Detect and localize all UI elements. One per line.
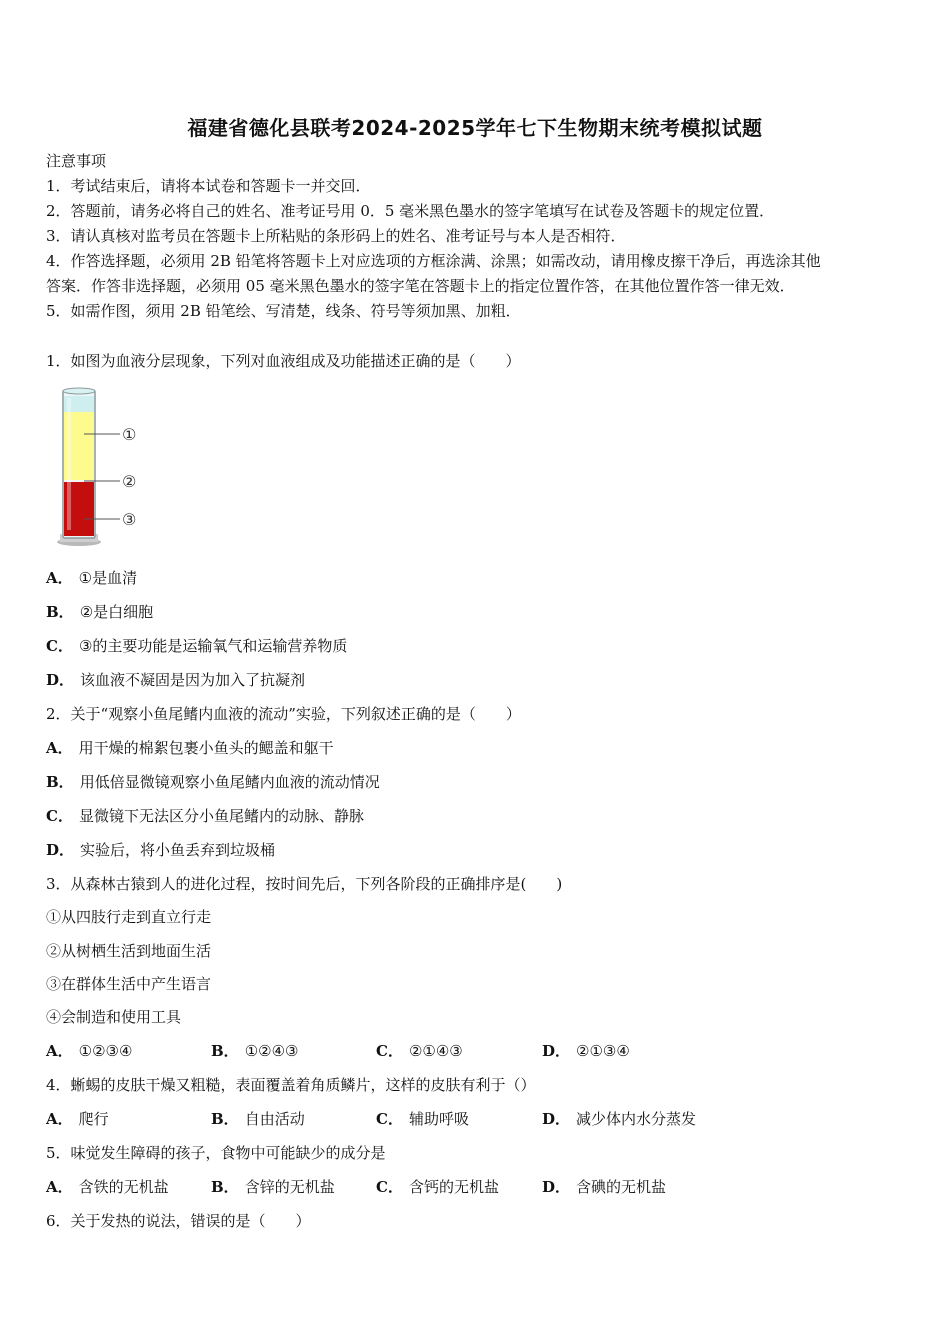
option-label: C． [376,1110,403,1128]
option-c[interactable] [46,806,364,826]
option-label: A． [46,1178,73,1196]
figure-label-1: ① [122,425,137,444]
notice-item: 2．答题前，请务必将自己的姓名、准考证号用 0．5 毫米黑色墨水的签字笔填写在试卷及答题卡的规定位置． [46,202,775,220]
stage-item: ②从树栖生活到地面生活 [46,942,212,960]
option-text: 辅助呼吸 [408,1110,469,1128]
option-text: ③的主要功能是运输氧气和运输营养物质 [78,637,348,655]
option-label: B． [46,603,74,621]
option-d[interactable] [542,1177,666,1197]
question-stem: 1．如图为血液分层现象，下列对血液组成及功能描述正确的是（ ） [46,352,521,370]
option-text: 用低倍显微镜观察小鱼尾鳍内血液的流动情况 [79,773,380,791]
option-c[interactable] [46,636,347,656]
notice-item: 3．请认真核对监考员在答题卡上所粘贴的条形码上的姓名、准考证号与本人是否相符． [46,227,626,245]
option-label: A． [46,1110,73,1128]
option-text: ②①③④ [576,1042,630,1060]
option-text: 含碘的无机盐 [576,1178,667,1196]
figure-label-3: ③ [122,510,137,529]
notice-item: 答案．作答非选择题，必须用 05 毫米黑色墨水的签字笔在答题卡上的指定位置作答，在其他位置作答一律无效． [46,277,795,295]
option-label: D． [542,1042,571,1060]
question-stem: 3．从森林古猿到人的进化过程，按时间先后，下列各阶段的正确排序是( ) [46,875,563,893]
option-label: D． [542,1178,571,1196]
page-title: 福建省德化县联考2024-2025学年七下生物期末统考模拟试题 [187,116,763,140]
option-d[interactable] [542,1109,696,1129]
option-c[interactable] [376,1041,463,1061]
option-c[interactable] [376,1109,469,1129]
option-text: 自由活动 [244,1110,305,1128]
option-b[interactable] [46,602,153,622]
option-label: D． [46,671,75,689]
option-text: 减少体内水分蒸发 [576,1110,697,1128]
option-label: B． [211,1178,239,1196]
question-stem: 6．关于发热的说法，错误的是（ ） [46,1212,311,1230]
option-label: D． [542,1110,571,1128]
stage-item: ①从四肢行走到直立行走 [46,908,212,926]
option-text: 显微镜下无法区分小鱼尾鳍内的动脉、静脉 [78,807,364,825]
notice-item: 5．如需作图，须用 2B 铅笔绘、写清楚，线条、符号等须加黑、加粗． [46,302,521,320]
option-text: 用干燥的棉絮包裹小鱼头的鳃盖和躯干 [78,739,334,757]
option-text: 实验后，将小鱼丢弃到垃圾桶 [80,841,276,859]
option-label: A． [46,569,73,587]
option-b[interactable] [211,1041,298,1061]
option-d[interactable] [46,840,275,860]
blood-tube-figure [56,384,156,550]
option-text: 爬行 [78,1110,109,1128]
question-stem: 4．蜥蜴的皮肤干燥又粗糙，表面覆盖着角质鳞片，这样的皮肤有利于（） [46,1076,536,1094]
option-a[interactable] [46,1109,109,1129]
option-label: C． [376,1178,403,1196]
option-text: 含铁的无机盐 [78,1178,169,1196]
option-d[interactable] [46,670,305,690]
figure-label-2: ② [122,472,137,491]
question-stem: 5．味觉发生障碍的孩子，食物中可能缺少的成分是 [46,1144,386,1162]
option-text: ①②④③ [244,1042,299,1060]
option-label: B． [46,773,74,791]
option-label: A． [46,739,73,757]
option-d[interactable] [542,1041,630,1061]
notice-item: 4．作答选择题，必须用 2B 铅笔将答题卡上对应选项的方框涂满、涂黑；如需改动，请用橡皮擦干净后，再选涂其他 [46,252,821,270]
option-b[interactable] [46,772,380,792]
option-text: ②是白细胞 [79,603,154,621]
option-c[interactable] [376,1177,499,1197]
option-label: C． [46,637,73,655]
option-label: C． [46,807,73,825]
question-stem: 2．关于“观察小鱼尾鳍内血液的流动”实验，下列叙述正确的是（ ） [46,705,521,723]
option-text: ①是血清 [78,569,138,587]
option-a[interactable] [46,1177,169,1197]
option-label: D． [46,841,75,859]
option-label: B． [211,1110,239,1128]
option-text: ②①④③ [408,1042,463,1060]
option-label: B． [211,1042,239,1060]
stage-item: ③在群体生活中产生语言 [46,975,212,993]
option-a[interactable] [46,568,137,588]
option-label: C． [376,1042,403,1060]
stage-item: ④会制造和使用工具 [46,1008,182,1026]
option-b[interactable] [211,1109,305,1129]
option-text: 含钙的无机盐 [408,1178,499,1196]
notice-heading: 注意事项 [46,152,107,170]
option-a[interactable] [46,738,334,758]
option-text: 含锌的无机盐 [244,1178,335,1196]
option-b[interactable] [211,1177,335,1197]
option-a[interactable] [46,1041,132,1061]
notice-item: 1．考试结束后，请将本试卷和答题卡一并交回． [46,177,371,195]
option-label: A． [46,1042,73,1060]
option-text: ①②③④ [78,1042,133,1060]
option-text: 该血液不凝固是因为加入了抗凝剂 [80,671,306,689]
